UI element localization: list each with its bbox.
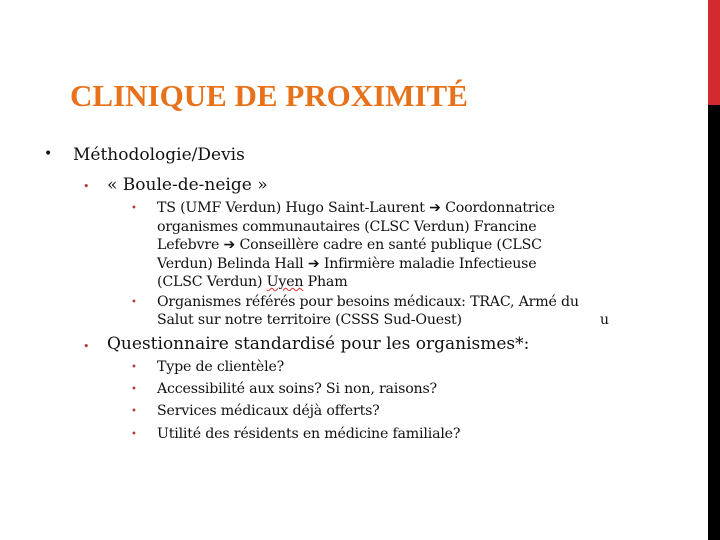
spellcheck-word: Uyen (266, 274, 304, 290)
bullet-icon: • (83, 340, 90, 353)
contact-chain-line-5 (157, 274, 347, 290)
bullet-icon: • (131, 203, 137, 214)
bullet-icon: • (131, 429, 137, 440)
organismes-line-2: Salut sur notre territoire (CSSS Sud-Ouest) (157, 312, 462, 328)
question-residents: Utilité des résidents en médicine familiale? (157, 426, 461, 442)
contact-text: (CLSC Verdun) (157, 274, 267, 290)
slide-title: CLINIQUE DE PROXIMITÉ (70, 78, 468, 113)
bullet-icon: • (131, 384, 137, 395)
question-services: Services médicaux déjà offerts? (157, 403, 380, 419)
accent-bar-black (708, 105, 720, 540)
bullet-icon: • (131, 406, 137, 417)
bullet-icon: • (83, 180, 90, 193)
contact-chain-line-1: TS (UMF Verdun) Hugo Saint-Laurent ➔ Coordonnatrice (157, 200, 555, 216)
contact-chain-line-3: Lefebvre ➔ Conseillère cadre en santé publique (CLSC (157, 237, 542, 253)
bullet-methodologie: Méthodologie/Devis (73, 145, 245, 165)
organismes-line-1: Organismes référés pour besoins médicaux: TRAC, Armé du (157, 294, 579, 310)
contact-chain-line-4: Verdun) Belinda Hall ➔ Infirmière maladie Infectieuse (157, 256, 537, 272)
bullet-questionnaire: Questionnaire standardisé pour les organismes*: (107, 334, 530, 354)
stray-character: u (600, 312, 610, 328)
contact-chain-line-2: organismes communautaires (CLSC Verdun) Francine (157, 219, 537, 235)
bullet-boule-de-neige: « Boule-de-neige » (107, 175, 268, 195)
bullet-icon: • (44, 146, 53, 162)
question-accessibilite: Accessibilité aux soins? Si non, raisons? (157, 381, 437, 397)
question-type-clientele: Type de clientèle? (157, 359, 285, 375)
bullet-icon: • (131, 297, 137, 308)
contact-text: Pham (303, 274, 348, 290)
accent-bar-red (708, 0, 720, 105)
bullet-icon: • (131, 362, 137, 373)
